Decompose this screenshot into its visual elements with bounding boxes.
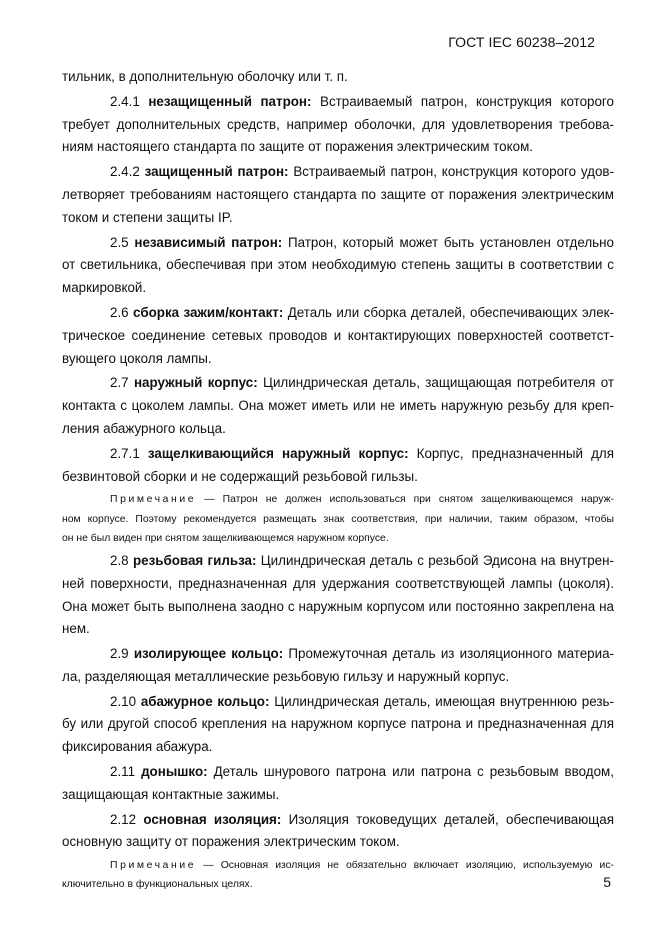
text-line: от светильника, обеспечивая при этом необходимую степень защиты в соответствии с <box>62 257 614 273</box>
text-line: током и степени защиты IP. <box>62 209 233 225</box>
text-line: основную защиту от поражения электрическим током. <box>62 834 400 850</box>
note-label: Примечание <box>110 860 197 872</box>
text-line: защищающая контактные зажимы. <box>62 786 280 802</box>
note-text: — Патрон не должен использоваться при снятом защелкивающемся наруж- <box>204 494 614 506</box>
clause-2-7-1-line-1 <box>62 443 614 466</box>
clause-text: Встраиваемый патрон, конструкция которого удов- <box>293 164 614 180</box>
page-content <box>62 66 614 895</box>
clause-number: 2.6 <box>110 304 129 320</box>
clause-number: 2.12 <box>110 811 137 827</box>
clause-number: 2.4.1 <box>110 93 140 109</box>
clause-2-10-line-1 <box>62 691 614 714</box>
text-line: бу или другой способ крепления на наружном корпусе патрона и предназначенная для <box>62 716 614 732</box>
text-line: безвинтовой сборки и не содержащий резьбовой гильзы. <box>62 468 418 484</box>
clause-term: абажурное кольцо: <box>140 693 270 709</box>
clause-number: 2.9 <box>110 646 129 662</box>
text-line: трическое соединение сетевых проводов и контактирующих поверхностей соответст- <box>62 327 614 343</box>
text-line: требует дополнительных средств, например оболочки, для удовлетворения требова- <box>62 116 614 132</box>
page-number: 5 <box>603 874 611 890</box>
text-line: нем. <box>62 621 90 637</box>
clause-term: незащищенный патрон: <box>148 93 312 109</box>
clause-number: 2.7 <box>110 375 129 391</box>
clause-term: наружный корпус: <box>133 375 258 391</box>
text-line: летворяет требованиям настоящего стандарта по защите от поражения электрическим <box>62 186 614 202</box>
text-line: ней поверхности, предназначенная для удержания соответствующей лампы (цоколя). <box>62 575 614 591</box>
note-text: — Основная изоляция не обязательно включает изоляцию, используемую ис- <box>203 860 614 872</box>
clause-term: изолирующее кольцо: <box>133 646 284 662</box>
text-line: ла, разделяющая металлические резьбовую гильзу и наружный корпус. <box>62 668 510 684</box>
clause-number: 2.4.2 <box>110 164 140 180</box>
clause-text: Цилиндрическая деталь с резьбой Эдисона на внутрен- <box>260 552 614 568</box>
text-line: Она может быть выполнена заодно с наружным корпусом или постоянно закреплена на <box>62 598 614 614</box>
text-line: маркировкой. <box>62 280 147 296</box>
clause-text: Корпус, предназначенный для <box>416 445 614 461</box>
clause-2-8-line-1 <box>62 550 614 573</box>
clause-text: Патрон, который может быть установлен отдельно <box>288 234 614 250</box>
note-line: ключительно в функциональных целях. <box>62 879 253 891</box>
clause-text: Деталь шнурового патрона или патрона с резьбовым вводом, <box>213 764 614 780</box>
clause-2-12-line-1 <box>62 809 614 832</box>
note-1-line-1 <box>62 490 614 509</box>
clause-2-9-line-1 <box>62 643 614 666</box>
clause-term: защищенный патрон: <box>144 164 289 180</box>
clause-number: 2.5 <box>110 234 129 250</box>
note-2-line-1 <box>62 856 614 875</box>
clause-term: донышко: <box>141 764 208 780</box>
note-label: Примечание <box>110 494 197 506</box>
clause-2-11-line-1 <box>62 761 614 784</box>
clause-2-4-2-line-1 <box>62 161 614 184</box>
clause-2-7-line-1 <box>62 372 614 395</box>
clause-text: Встраиваемый патрон, конструкция которого <box>320 93 614 109</box>
clause-number: 2.7.1 <box>110 445 140 461</box>
clause-number: 2.8 <box>110 552 129 568</box>
text-line: контакта с цоколем лампы. Она может иметь или не иметь наружную резьбу для креп- <box>62 398 614 414</box>
clause-term: независимый патрон: <box>134 234 283 250</box>
text-line: вующего цоколя лампы. <box>62 350 212 366</box>
text-line: ниям настоящего стандарта по защите от поражения электрическим током. <box>62 139 533 155</box>
clause-2-4-1-line-1 <box>62 91 614 114</box>
clause-term: защелкивающийся наружный корпус: <box>147 445 409 461</box>
clause-number: 2.10 <box>110 693 137 709</box>
clause-2-6-line-1 <box>62 302 614 325</box>
clause-text: Изоляция токоведущих деталей, обеспечивающая <box>288 811 614 827</box>
note-line: он не был виден при снятом защелкивающемся наружном корпусе. <box>62 532 389 544</box>
note-line: ном корпусе. Поэтому рекомендуется размещать знак соответствия, при наличии, таким образом, чтобы <box>62 513 614 525</box>
standard-header: ГОСТ IEC 60238–2012 <box>448 34 595 50</box>
clause-text: Промежуточная деталь из изоляционного материа- <box>288 646 614 662</box>
clause-term: основная изоляция: <box>143 811 282 827</box>
text-line: ления абажурного кольца. <box>62 420 226 436</box>
clause-text: Цилиндрическая деталь, имеющая внутреннюю резь- <box>274 693 614 709</box>
clause-text: Деталь или сборка деталей, обеспечивающих элек- <box>287 304 614 320</box>
text-line: фиксирования абажура. <box>62 739 213 755</box>
clause-2-5-line-1 <box>62 232 614 255</box>
clause-term: сборка зажим/контакт: <box>133 304 284 320</box>
clause-text: Цилиндрическая деталь, защищающая потребителя от <box>263 375 614 391</box>
clause-term: резьбовая гильза: <box>132 552 257 568</box>
clause-number: 2.11 <box>110 764 136 780</box>
text-line: тильник, в дополнительную оболочку или т. п. <box>62 69 348 84</box>
